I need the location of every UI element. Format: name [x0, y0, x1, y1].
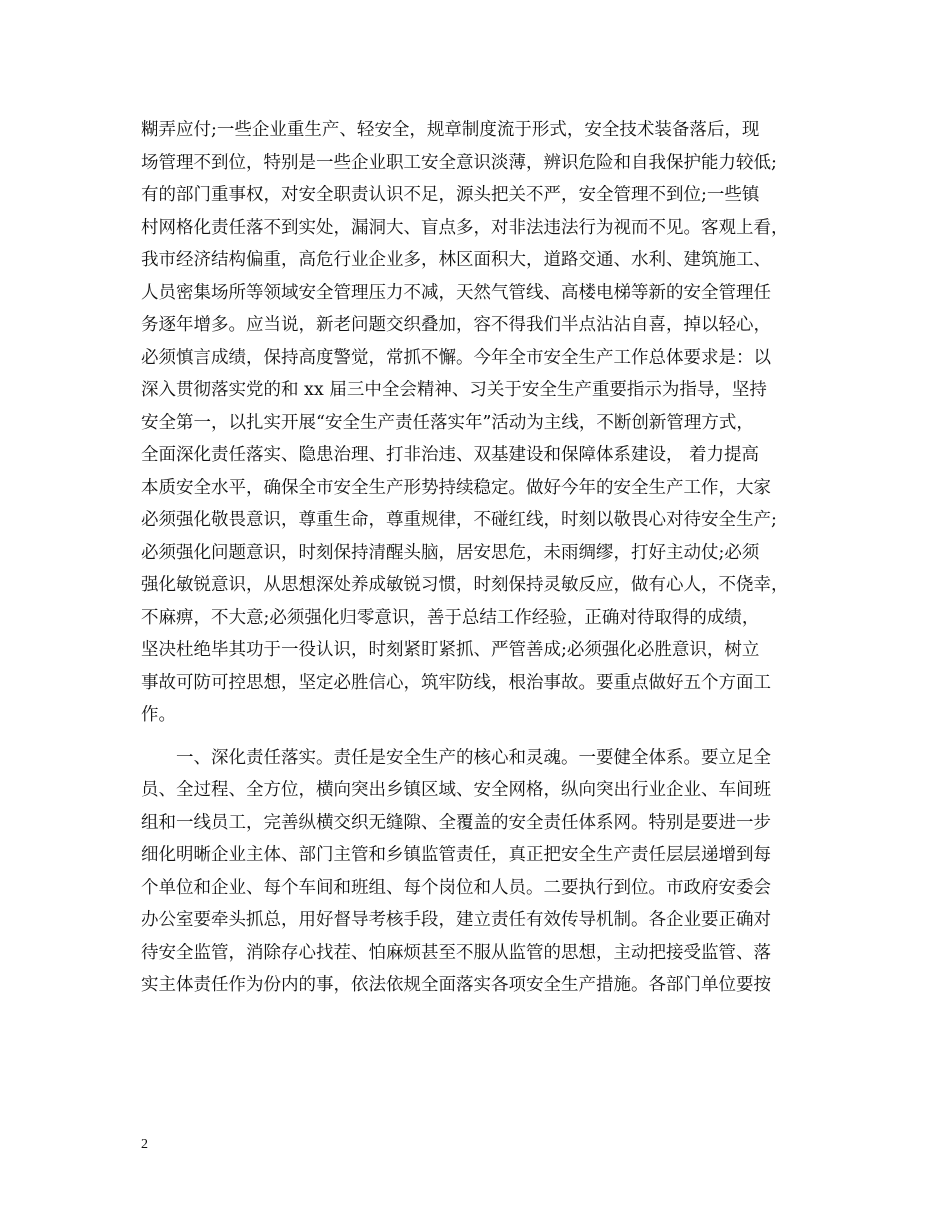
text-line: 必须慎言成绩，保持高度警觉，常抓不懈。今年全市安全生产工作总体要求是：以 — [141, 347, 771, 368]
text-line: 人员密集场所等领域安全管理压力不减，天然气管线、高楼电梯等新的安全管理任 — [141, 282, 771, 303]
text-line: 待安全监管，消除存心找茬、怕麻烦甚至不服从监管的思想，主动把接受监管、落 — [141, 942, 771, 963]
body-text — [141, 114, 811, 1002]
text-line: 办公室要牵头抓总，用好督导考核手段，建立责任有效传导机制。各企业要正确对 — [141, 910, 771, 930]
text-line: 村网格化责任落不到实处，漏洞大、盲点多，对非法违法行为视而不见。客观上看， — [141, 217, 789, 238]
text-line: 务逐年增多。应当说，新老问题交织叠加，容不得我们半点沾沾自喜，掉以轻心， — [141, 315, 771, 335]
text-line: 安全第一，以扎实开展“安全生产责任落实年”活动为主线，不断创新管理方式， — [141, 412, 754, 433]
paragraph-spacing — [141, 732, 811, 742]
paragraph-2 — [141, 742, 811, 1002]
paragraph-1 — [141, 114, 811, 732]
text-line: 个单位和企业、每个车间和班组、每个岗位和人员。二要执行到位。市政府安委会 — [141, 877, 771, 898]
text-line: 糊弄应付;一些企业重生产、轻安全，规章制度流于形式，安全技术装备落后，现 — [141, 120, 760, 140]
text-line: 作。 — [141, 705, 176, 725]
text-line: 本质安全水平，确保全市安全生产形势持续稳定。做好今年的安全生产工作，大家 — [141, 477, 771, 498]
text-line: 强化敏锐意识，从思想深处养成敏锐习惯，时刻保持灵敏反应，做有心人，不侥幸， — [141, 575, 789, 595]
text-line: 必须强化敬畏意识，尊重生命，尊重规律，不碰红线，时刻以敬畏心对待安全生产; — [141, 510, 777, 530]
text-line: 我市经济结构偏重，高危行业企业多，林区面积大，道路交通、水利、建筑施工、 — [141, 250, 771, 270]
text-line: 有的部门重事权，对安全职责认识不足，源头把关不严，安全管理不到位;一些镇 — [141, 185, 760, 205]
text-line: 一、深化责任落实。责任是安全生产的核心和灵魂。一要健全体系。要立足全 — [141, 747, 771, 768]
text-line: 事故可防可控思想，坚定必胜信心，筑牢防线，根治事故。要重点做好五个方面工 — [141, 672, 771, 693]
text-line: 场管理不到位，特别是一些企业职工安全意识淡薄，辨识危险和自我保护能力较低; — [141, 152, 777, 173]
text-line: 全面深化责任落实、隐患治理、打非治违、双基建设和保障体系建设， 着力提高 — [141, 445, 760, 465]
text-line: 深入贯彻落实党的和 xx 届三中全会精神、习关于安全生产重要指示为指导，坚持 — [141, 380, 767, 400]
text-line: 不麻痹，不大意;必须强化归零意识，善于总结工作经验，正确对待取得的成绩， — [141, 607, 760, 628]
text-line: 实主体责任作为份内的事，依法依规全面落实各项安全生产措施。各部门单位要按 — [141, 975, 771, 995]
text-line: 员、全过程、全方位，横向突出乡镇区域、安全网格，纵向突出行业企业、车间班 — [141, 780, 771, 800]
text-line: 必须强化问题意识，时刻保持清醒头脑，居安思危，未雨绸缪，打好主动仗;必须 — [141, 542, 760, 563]
text-line: 坚决杜绝毕其功于一役认识，时刻紧盯紧抓、严管善成;必须强化必胜意识，树立 — [141, 640, 760, 660]
page-number: 2 — [141, 1137, 148, 1152]
text-line: 组和一线员工，完善纵横交织无缝隙、全覆盖的安全责任体系网。特别是要进一步 — [141, 812, 771, 833]
text-line: 细化明晰企业主体、部门主管和乡镇监管责任，真正把安全生产责任层层递增到每 — [141, 845, 771, 865]
